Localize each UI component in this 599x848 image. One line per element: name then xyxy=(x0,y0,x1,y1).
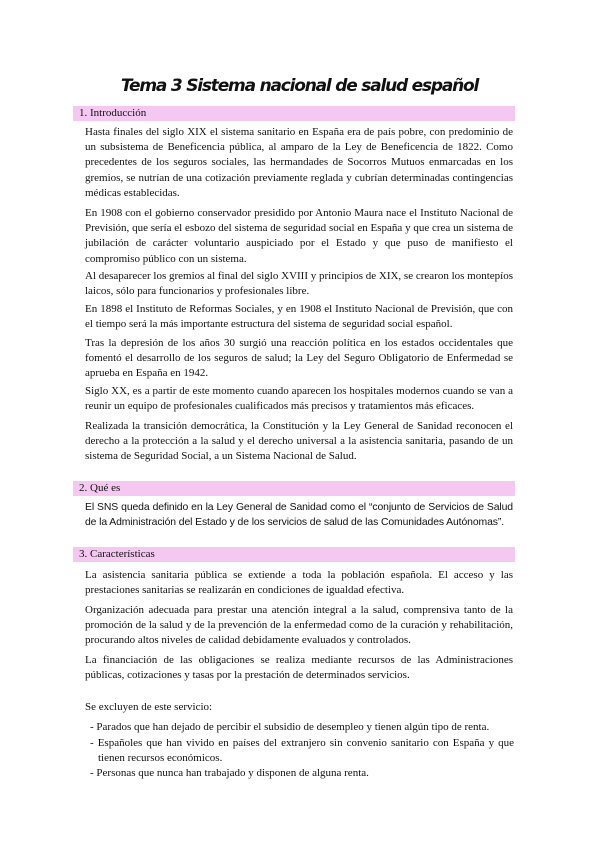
characteristics-paragraph: Organización adecuada para prestar una atención integral a la salud, comprensiva tanto de la promoción de la salud y de la prevención de la enfermedad como de la curación y rehabilitación, procurando altos niveles de calidad debidamente evaluados y controlados. xyxy=(85,604,513,647)
list-item: - Parados que han dejado de percibir el subsidio de desempleo y tienen algún tipo de renta. xyxy=(90,721,490,733)
list-item: - Personas que nunca han trabajado y disponen de alguna renta. xyxy=(90,767,369,780)
intro-paragraph: Tras la depresión de los años 30 surgió una reacción política en los estados occidentales que fomentó el desarrollo de los seguros de salud; la Ley del Seguro Obligatorio de Enfermedad se aprueba en España en 1942. xyxy=(85,337,513,380)
list-item: - Españoles que han vivido en países del extranjero sin convenio sanitario con España y que tienen recursos económicos. xyxy=(90,736,514,764)
intro-paragraph: En 1908 con el gobierno conservador presidido por Antonio Maura nace el Instituto Nacional de Previsión, que sería el esbozo del sistema de seguridad social en España y que crea un sistema de jubilación de carácter voluntario auspiciado por el Estado y que puso de manifiesto el compromiso público con un sistema. xyxy=(85,207,513,265)
characteristics-paragraph: La asistencia sanitaria pública se extiende a toda la población española. El acceso y las prestaciones sanitarias se realizarán en condiciones de igualdad efectiva. xyxy=(85,569,513,597)
intro-paragraph: Al desaparecer los gremios al final del siglo XVIII y principios de XIX, se crearon los montepíos laicos, sólo para funcionarios y profesionales libre. xyxy=(85,270,513,298)
characteristics-paragraph: La financiación de las obligaciones se realiza mediante recursos de las Administraciones públicas, cotizaciones y tasas por la prestación de determinados servicios. xyxy=(85,654,513,682)
section-heading-introduccion: 1. Introducción xyxy=(73,106,515,121)
section-heading-caracteristicas: 3. Características xyxy=(73,547,515,562)
section-heading-que-es: 2. Qué es xyxy=(73,481,515,496)
sns-definition: El SNS queda definido en la Ley General de Sanidad como el “conjunto de Servicios de Salud de la Administración del Estado y de los servicios de salud de las Comunidades Autónomas”. xyxy=(85,502,513,529)
exclusions-intro: Se excluyen de este servicio: xyxy=(85,701,213,713)
intro-paragraph: Hasta finales del siglo XIX el sistema sanitario en España era de país pobre, con predominio de un subsistema de Beneficencia pública, al amparo de la Ley de Beneficencia de 1822. Como precedentes de los seguros sociales, las hermandades de Socorros Mutuos enmarcadas en los gremios, se nutrían de una cotización previamente reglada y cubrían determinadas contingencias médicas establecidas. xyxy=(85,126,513,199)
intro-paragraph: Siglo XX, es a partir de este momento cuando aparecen los hospitales modernos cuando se van a reunir un equipo de profesionales cualificados más precisos y tratamientos más eficaces. xyxy=(85,385,513,413)
page-title: Tema 3 Sistema nacional de salud español xyxy=(120,76,479,96)
intro-paragraph: Realizada la transición democrática, la Constitución y la Ley General de Sanidad reconocen el derecho a la protección a la salud y el derecho universal a la asistencia sanitaria, pasando de un sistema de Seguridad Social, a un Sistema Nacional de Salud. xyxy=(85,420,513,463)
intro-paragraph: En 1898 el Instituto de Reformas Sociales, y en 1908 el Instituto Nacional de Previsión, que con el tiempo será la más importante estructura del sistema de seguridad social español. xyxy=(85,303,513,331)
exclusions-list xyxy=(90,720,514,782)
